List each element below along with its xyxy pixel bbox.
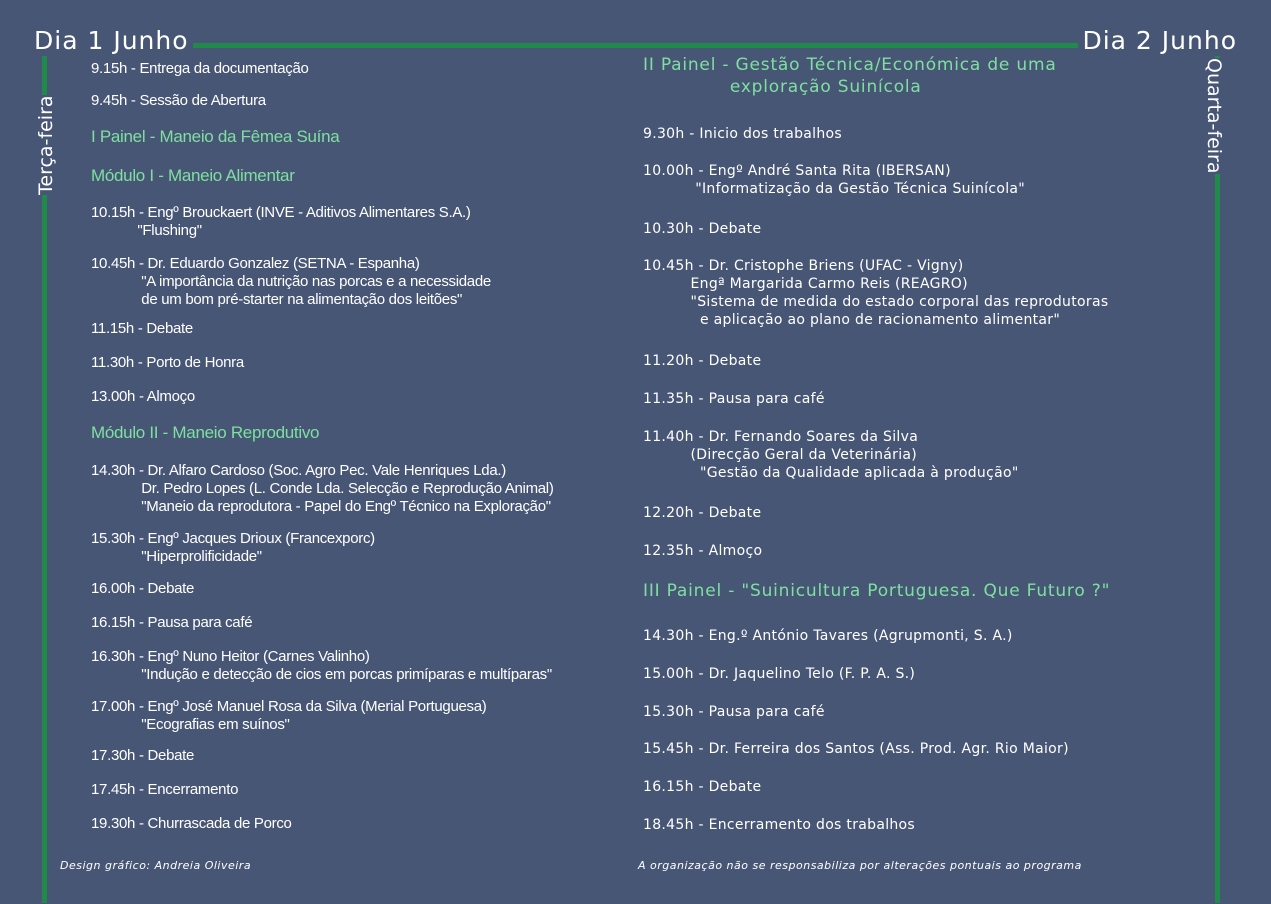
schedule-line: 16.00h - Debate bbox=[91, 580, 195, 597]
schedule-line: 15.30h - Pausa para café bbox=[643, 704, 825, 720]
schedule-item bbox=[643, 390, 825, 408]
schedule-line: 16.15h - Debate bbox=[643, 779, 762, 795]
schedule-line: "Gestão da Qualidade aplicada à produção" bbox=[643, 465, 1019, 481]
day2-title: Dia 2 Junho bbox=[1078, 26, 1241, 56]
schedule-item bbox=[643, 703, 825, 721]
schedule-line: exploração Suinícola bbox=[643, 77, 922, 97]
schedule-item bbox=[643, 627, 1013, 645]
schedule-item bbox=[643, 665, 915, 683]
section-heading bbox=[91, 165, 295, 187]
schedule-item bbox=[643, 257, 1108, 329]
schedule-line: III Painel - "Suinicultura Portuguesa. Que Futuro ?" bbox=[643, 581, 1111, 601]
schedule-item bbox=[91, 815, 292, 833]
schedule-line: 9.45h - Sessão de Abertura bbox=[91, 92, 266, 109]
schedule-line: II Painel - Gestão Técnica/Económica de uma bbox=[643, 55, 1057, 75]
schedule-line: 10.30h - Debate bbox=[643, 221, 762, 237]
schedule-line: 17.45h - Encerramento bbox=[91, 781, 239, 798]
schedule-line: 15.30h - Engº Jacques Drioux (Francexporc) bbox=[91, 530, 375, 547]
schedule-line: "Hiperprolificidade" bbox=[91, 548, 262, 565]
schedule-item bbox=[91, 698, 487, 734]
schedule-line: 14.30h - Dr. Alfaro Cardoso (Soc. Agro Pec. Vale Henriques Lda.) bbox=[91, 462, 506, 479]
schedule-line: 10.45h - Dr. Eduardo Gonzalez (SETNA - Espanha) bbox=[91, 255, 420, 272]
schedule-line: 19.30h - Churrascada de Porco bbox=[91, 815, 292, 832]
schedule-item bbox=[643, 428, 1019, 482]
schedule-line: Módulo II - Maneio Reprodutivo bbox=[91, 423, 320, 442]
schedule-line: "Flushing" bbox=[91, 222, 202, 239]
schedule-item bbox=[91, 60, 309, 78]
schedule-line: de um bom pré-starter na alimentação dos leitões" bbox=[91, 291, 463, 308]
schedule-line: "Sistema de medida do estado corporal das reprodutoras bbox=[643, 294, 1109, 310]
schedule-line: 11.40h - Dr. Fernando Soares da Silva bbox=[643, 429, 919, 445]
schedule-line: 12.20h - Debate bbox=[643, 505, 762, 521]
schedule-line: 18.45h - Encerramento dos trabalhos bbox=[643, 817, 916, 833]
section-heading bbox=[643, 54, 1057, 98]
schedule-item bbox=[643, 816, 915, 834]
design-credit: Design gráfico: Andreia Oliveira bbox=[60, 859, 252, 872]
schedule-item bbox=[643, 125, 842, 143]
schedule-line: Dr. Pedro Lopes (L. Conde Lda. Selecção e Reprodução Animal) bbox=[91, 480, 554, 497]
schedule-item bbox=[91, 648, 552, 684]
schedule-line: 9.30h - Inicio dos trabalhos bbox=[643, 126, 842, 142]
schedule-line: 15.45h - Dr. Ferreira dos Santos (Ass. Prod. Agr. Rio Maior) bbox=[643, 741, 1069, 757]
schedule-item bbox=[643, 504, 761, 522]
schedule-item bbox=[643, 542, 762, 560]
schedule-line: "Informatização da Gestão Técnica Suinícola" bbox=[643, 181, 1026, 197]
schedule-line: 10.45h - Dr. Cristophe Briens (UFAC - Vigny) bbox=[643, 258, 964, 274]
schedule-item bbox=[91, 354, 244, 372]
schedule-item bbox=[91, 530, 375, 566]
schedule-line: "Ecografias em suínos" bbox=[91, 716, 290, 733]
schedule-item bbox=[91, 747, 194, 765]
schedule-line: 11.30h - Porto de Honra bbox=[91, 354, 244, 371]
schedule-line: 11.35h - Pausa para café bbox=[643, 391, 825, 407]
day1-title: Dia 1 Junho bbox=[30, 26, 193, 56]
schedule-line: 17.30h - Debate bbox=[91, 747, 195, 764]
schedule-line: 13.00h - Almoço bbox=[91, 388, 195, 405]
schedule-item bbox=[91, 204, 471, 240]
schedule-line: 11.15h - Debate bbox=[91, 320, 193, 337]
schedule-item bbox=[643, 162, 1025, 198]
schedule-item bbox=[91, 320, 193, 338]
schedule-line: 10.15h - Engº Brouckaert (INVE - Aditivos Alimentares S.A.) bbox=[91, 204, 471, 221]
schedule-line: 17.00h - Engº José Manuel Rosa da Silva (Merial Portuguesa) bbox=[91, 698, 487, 715]
schedule-line: "Indução e detecção de cios em porcas primíparas e multíparas" bbox=[91, 666, 552, 683]
day1-weekday: Terça-feira bbox=[35, 95, 57, 195]
schedule-line: 14.30h - Eng.º António Tavares (Agrupmonti, S. A.) bbox=[643, 628, 1013, 644]
section-heading bbox=[91, 422, 319, 444]
schedule-line: "A importância da nutrição nas porcas e a necessidade bbox=[91, 273, 491, 290]
disclaimer: A organização não se responsabiliza por alterações pontuais ao programa bbox=[638, 859, 1082, 872]
schedule-line: 16.15h - Pausa para café bbox=[91, 614, 253, 631]
schedule-item bbox=[91, 781, 238, 799]
schedule-item bbox=[643, 220, 761, 238]
schedule-item bbox=[91, 92, 266, 110]
schedule-item bbox=[643, 778, 761, 796]
schedule-item bbox=[91, 388, 195, 406]
schedule-line: 12.35h - Almoço bbox=[643, 543, 763, 559]
schedule-item bbox=[643, 352, 761, 370]
section-heading bbox=[643, 580, 1110, 602]
schedule-item bbox=[91, 255, 491, 309]
day2-weekday: Quarta-feira bbox=[1203, 58, 1225, 174]
schedule-line: "Maneio da reprodutora - Papel do Engº Técnico na Exploração" bbox=[91, 498, 551, 515]
schedule-line: 10.00h - Engº André Santa Rita (IBERSAN) bbox=[643, 163, 951, 179]
frame-top-line bbox=[44, 43, 1220, 48]
schedule-item bbox=[91, 462, 554, 516]
schedule-line: Engª Margarida Carmo Reis (REAGRO) bbox=[643, 276, 968, 292]
schedule-item bbox=[91, 580, 194, 598]
schedule-line: I Painel - Maneio da Fêmea Suína bbox=[91, 127, 340, 146]
schedule-line: 16.30h - Engº Nuno Heitor (Carnes Valinho) bbox=[91, 648, 370, 665]
schedule-line: (Direcção Geral da Veterinária) bbox=[643, 447, 918, 463]
schedule-line: 15.00h - Dr. Jaquelino Telo (F. P. A. S.) bbox=[643, 666, 916, 682]
schedule-line: 9.15h - Entrega da documentação bbox=[91, 60, 309, 77]
schedule-line: e aplicação ao plano de racionamento alimentar" bbox=[643, 312, 1061, 328]
section-heading bbox=[91, 126, 339, 148]
schedule-line: 11.20h - Debate bbox=[643, 353, 762, 369]
schedule-line: Módulo I - Maneio Alimentar bbox=[91, 166, 295, 185]
schedule-item bbox=[91, 614, 252, 632]
schedule-item bbox=[643, 740, 1069, 758]
